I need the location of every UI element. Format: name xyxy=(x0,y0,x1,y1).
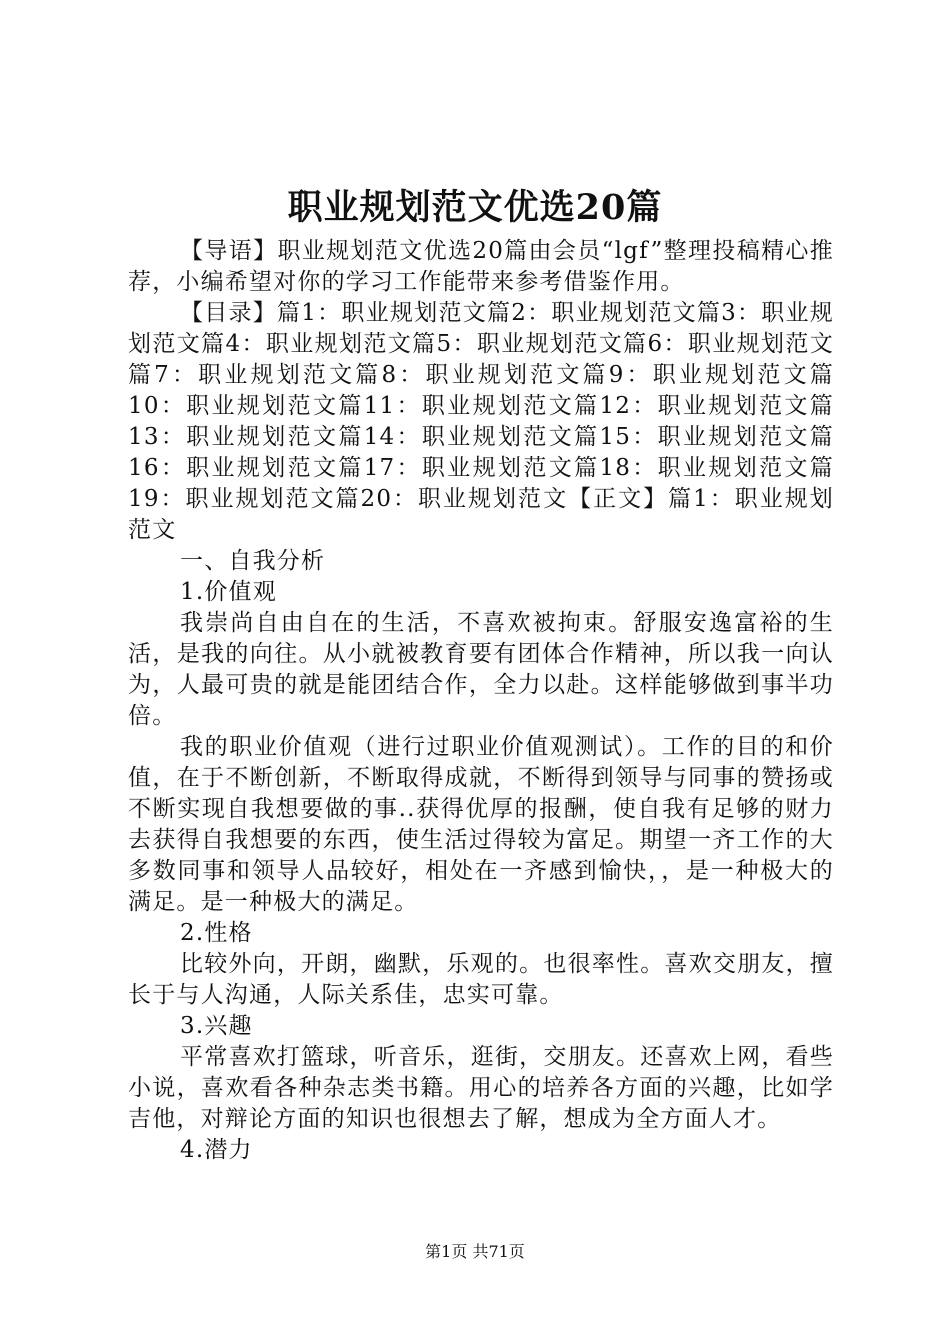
document-body xyxy=(128,236,834,1166)
subheading-personality: 2.性格 xyxy=(180,920,253,946)
subheading-values: 1.价值观 xyxy=(180,579,277,605)
subheading-interests: 3.兴趣 xyxy=(180,1013,253,1039)
table-of-contents-paragraph: 【目录】篇1：职业规划范文篇2：职业规划范文篇3：职业规划范文篇4：职业规划范文篇5：职业规划范文篇6：职业规划范文篇7：职业规划范文篇8：职业规划范文篇9：职业规划范文篇10：职业规划范文篇11：职业规划范文篇12：职业规划范文篇13：职业规划范文篇14：职业规划范文篇15：职业规划范文篇16：职业规划范文篇17：职业规划范文篇18：职业规划范文篇19：职业规划范文篇20：职业规划范文【正文】篇1：职业规划范文 xyxy=(128,300,834,543)
body-paragraph: 比较外向，开朗，幽默，乐观的。也很率性。喜欢交朋友，擅长于与人沟通，人际关系佳，忠实可靠。 xyxy=(128,951,834,1008)
section-heading-self-analysis: 一、自我分析 xyxy=(180,548,326,574)
body-paragraph: 我崇尚自由自在的生活，不喜欢被拘束。舒服安逸富裕的生活，是我的向往。从小就被教育要有团体合作精神，所以我一向认为，人最可贵的就是能团结合作，全力以赴。这样能够做到事半功倍。 xyxy=(128,610,834,729)
body-paragraph: 平常喜欢打篮球，听音乐，逛街，交朋友。还喜欢上网，看些小说，喜欢看各种杂志类书籍。用心的培养各方面的兴趣，比如学吉他，对辩论方面的知识也很想去了解，想成为全方面人才。 xyxy=(128,1044,834,1132)
page-number-footer: 第1页 共71页 xyxy=(425,1242,525,1261)
document-title: 职业规划范文优选20篇 xyxy=(287,187,663,228)
body-paragraph: 我的职业价值观（进行过职业价值观测试）。工作的目的和价值，在于不断创新，不断取得成就，不断得到领导与同事的赞扬或不断实现自我想要做的事..获得优厚的报酬，使自我有足够的财力去获得自我想要的东西，使生活过得较为富足。期望一齐工作的大多数同事和领导人品较好，相处在一齐感到愉快，，是一种极大的满足。是一种极大的满足。 xyxy=(128,734,834,915)
intro-paragraph: 【导语】职业规划范文优选20篇由会员“lgf”整理投稿精心推荐，小编希望对你的学习工作能带来参考借鉴作用。 xyxy=(128,238,834,295)
subheading-potential: 4.潜力 xyxy=(180,1137,253,1163)
